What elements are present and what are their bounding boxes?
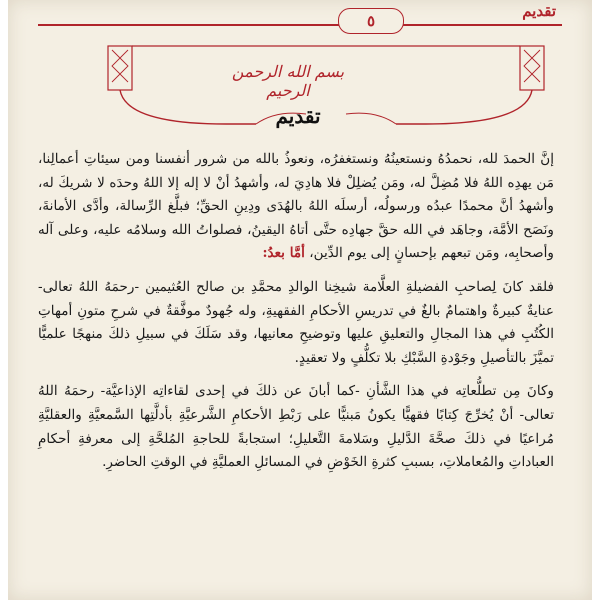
running-title: تقديم bbox=[522, 2, 556, 20]
body-text bbox=[38, 148, 554, 485]
ornament-left-panel bbox=[108, 46, 132, 90]
basmala: بسم الله الرحمن الرحيم bbox=[231, 62, 345, 100]
amma-badu: أمَّا بعدُ: bbox=[262, 245, 305, 262]
chapter-title: تقديم bbox=[275, 104, 321, 128]
book-page bbox=[8, 0, 592, 600]
paragraph-1-text: إنَّ الحمدَ لله، نحمدُهُ ونستعينُهُ ونستغفرُه، ونعوذُ بالله من شرور أنفسنا ومن سيئاتِ أعمالِنا، مَن يهدِه اللهُ فلا مُضِلَّ له، ومَن يُضلِلْ فلا هادِيَ له، وأشهدُ أنْ لا إله إلا اللهُ وحدَه لا شريكَ له، وأشهدُ أنَّ محمدًا عبدُه ورسولُه، أرسلَه اللهُ بالهُدَى ودِينِ الحقِّ؛ فبلَّغ الرِّسالة، وأدَّى الأمانةَ، ونَصَح الأمَّة، وجاهَد في الله حقَّ جهادِه حتَّى أتاهُ اليقينُ، فصلواتُ الله وسلامُه عليه، وعلى آله وأصحابِه، ومَن تبعهم بإحسانٍ إلى يوم الدِّين، bbox=[38, 151, 554, 262]
page-number: ٥ bbox=[338, 8, 404, 34]
paragraph-1 bbox=[38, 148, 554, 266]
header-rule bbox=[38, 24, 562, 26]
ornament-right-panel bbox=[520, 46, 544, 90]
paragraph-3: وكانَ مِن تطلُّعاتِه في هذا الشَّأنِ -كما أبانَ عن ذلكَ في إحدى لقاءاتِه الإذاعيَّة- رحمَهُ اللهُ تعالى- أنْ يُخرِّجَ كِتابًا فقهيًّا يكونُ مَبنيًّا على رَبْطِ الأحكامِ الشَّرعيَّةِ بأدلَّتِها السَّمعيَّةِ والعقليَّةِ مُراعيًا في ذلكَ صحَّةَ الدَّليلِ وسَلامةَ التَّعليلِ؛ استجابةً للحاجةِ المُلحَّةِ إلى معرفةِ أحكامِ العباداتِ والمُعاملاتِ، بسببِ كثرةِ الخَوْضِ في المسائلِ العمليَّةِ في الوقتِ الحاضرِ. bbox=[38, 383, 554, 471]
paragraph-2: فلقد كانَ لِصاحبِ الفضيلةِ العلَّامة شيخِنا الوالدِ محمَّدِ بن صالح العُثيمين -رحمَهُ اللهُ تعالى- عنايةٌ كبيرةٌ واهتمامٌ بالغٌ في تدريسِ الأحكامِ الفقهيةِ، وله جُهودٌ موفَّقةٌ في شرحِ متونِ أمهاتِ الكُتُبِ في هذا المجالِ والتعليقِ عليها وتوضيحِ معانيها، وقد سَلَكَ في سبيلِ ذلكَ منهجًا علميًّا تميَّزَ بالتأصيلِ وجَوْدةِ السَّبْكِ بلا تكلُّفٍ ولا تعقيدٍ. bbox=[38, 278, 554, 366]
